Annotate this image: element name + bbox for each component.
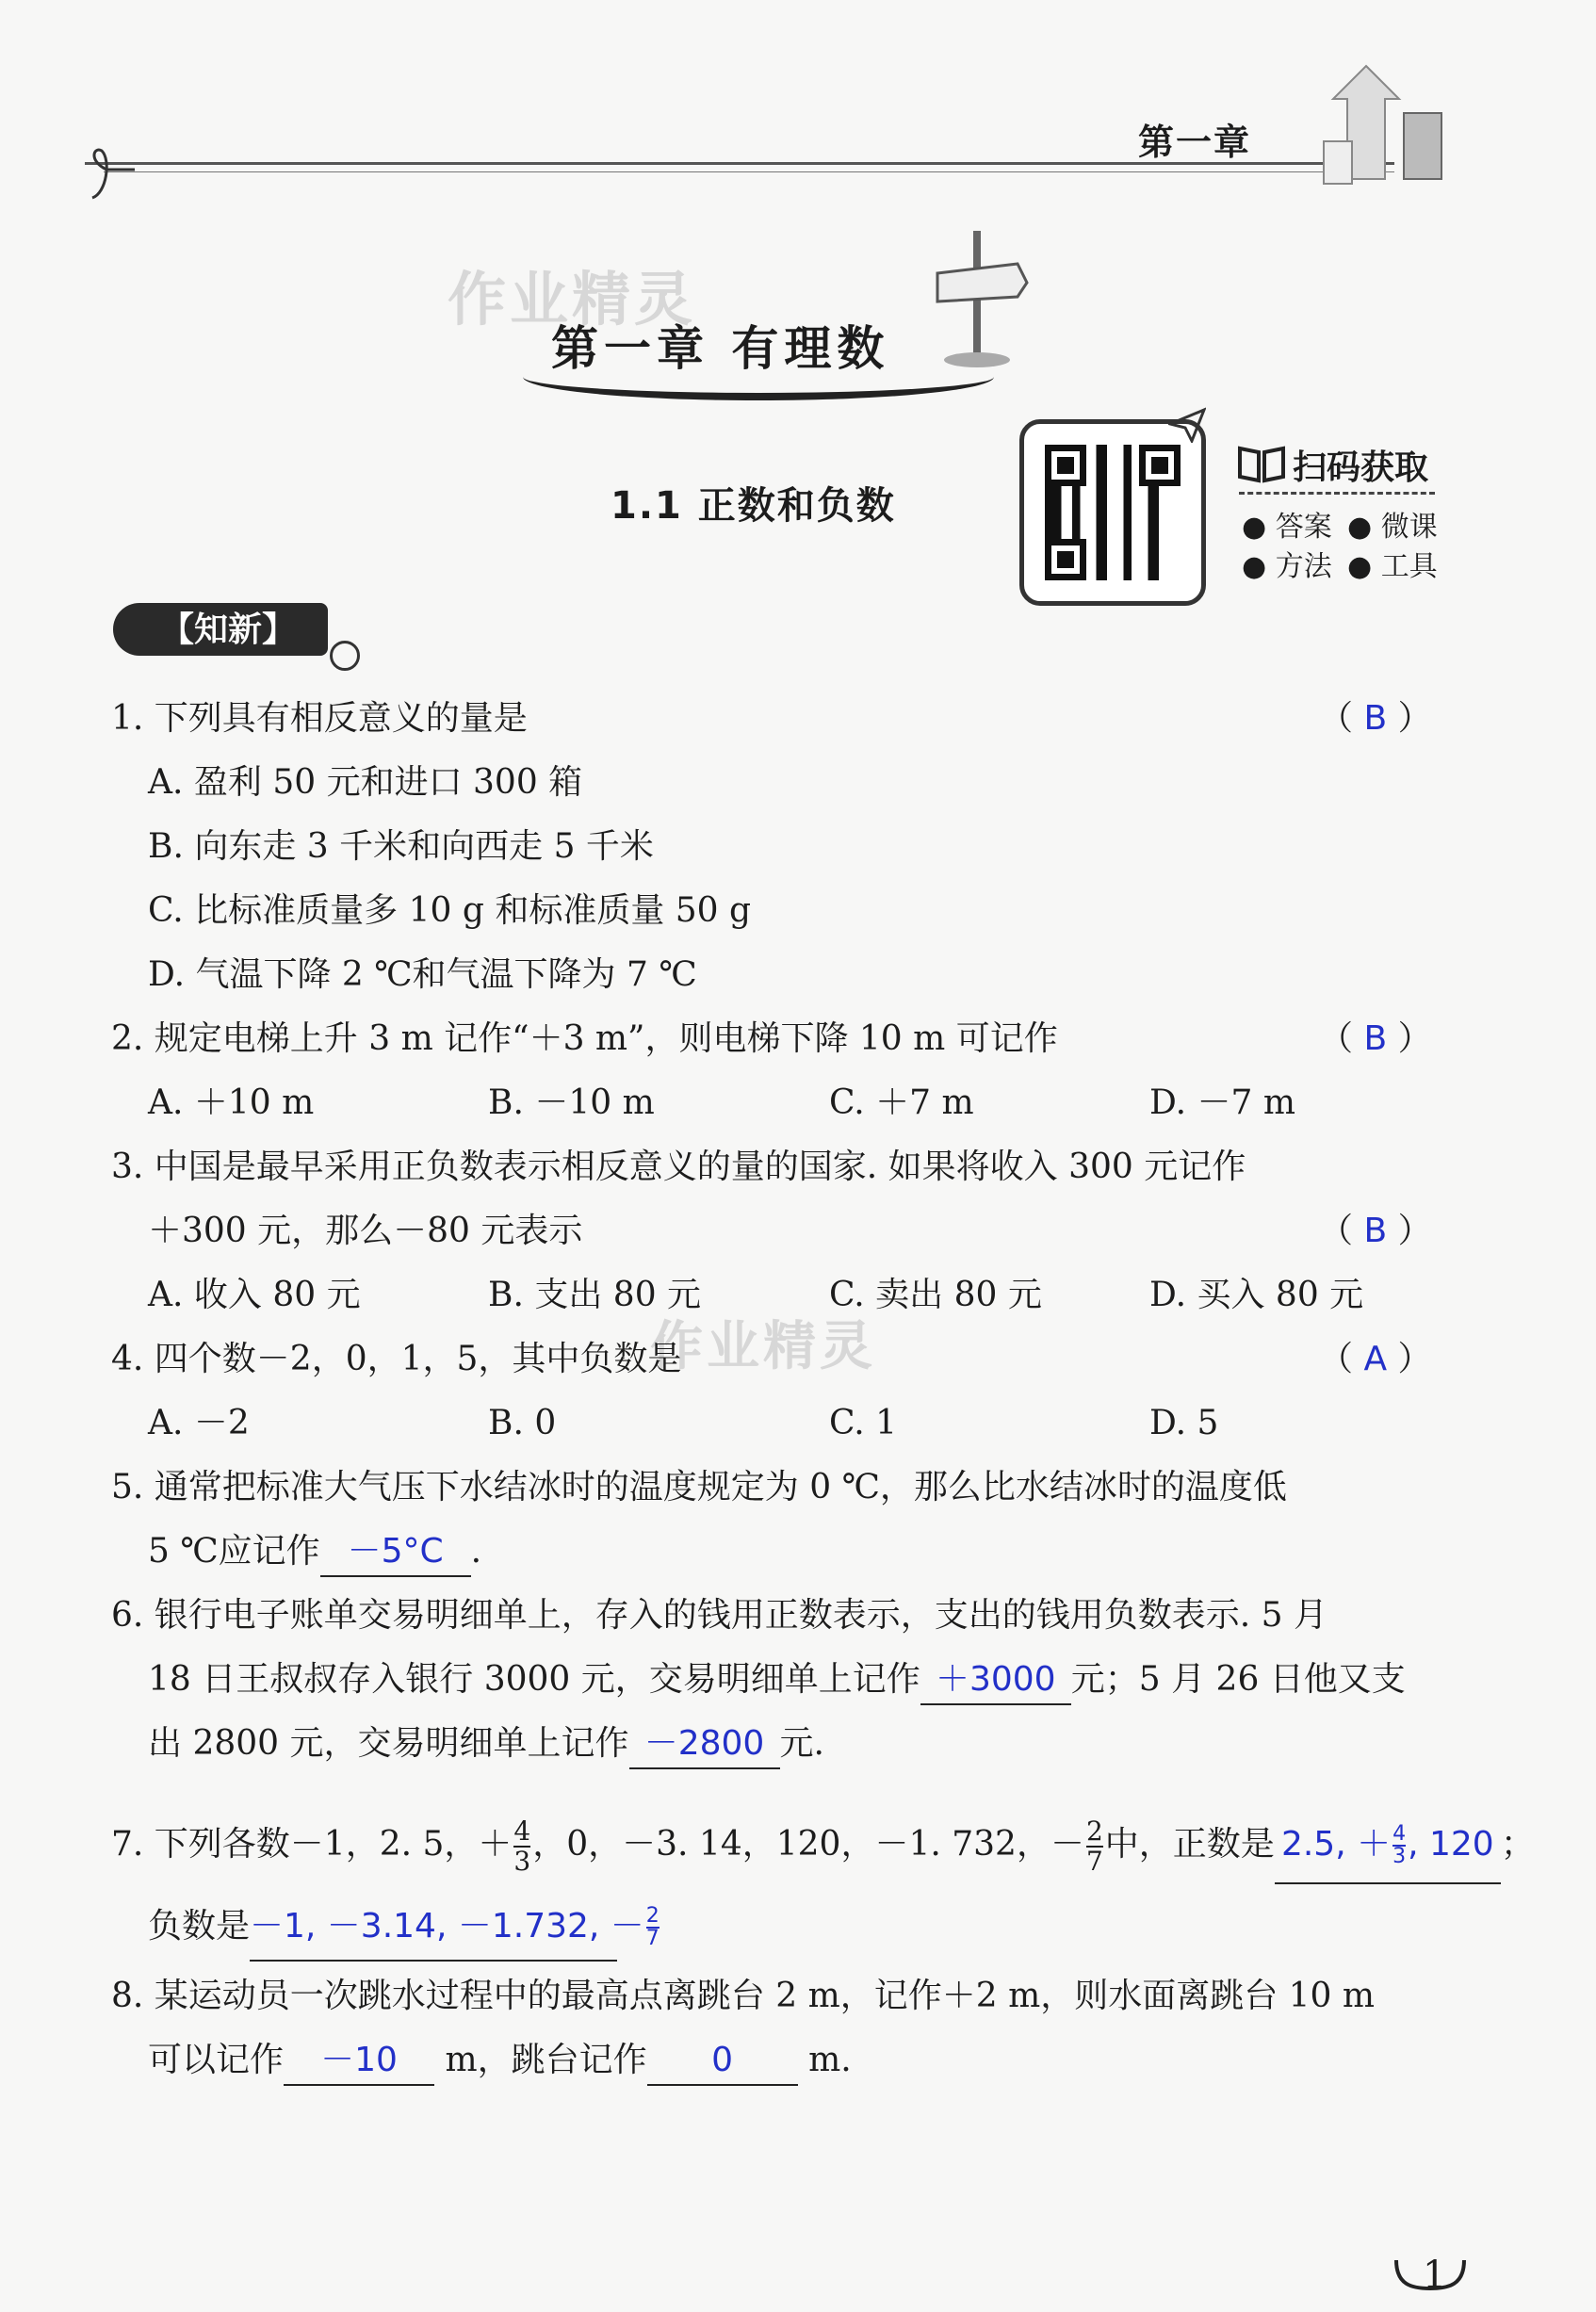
q3-option-c: C. 卖出 80 元 (829, 1276, 1042, 1314)
q3-answer-paren: （ B ） (1319, 1212, 1432, 1250)
q3-answer: B (1363, 1212, 1388, 1250)
q2-answer: B (1363, 1019, 1388, 1058)
q6-answer2-blank[interactable]: －2800 (629, 1720, 780, 1769)
q7-positive-answer-blank[interactable]: 2.5, ＋ $\frac{4}{3}$ , 120 (1275, 1807, 1501, 1884)
chapter-title-banner (523, 372, 994, 400)
q2-option-b: B. －10 m (488, 1083, 655, 1122)
q1-option-b: B. 向东走 3 千米和向西走 5 千米 (148, 827, 654, 866)
knew-tag (113, 603, 328, 656)
chapter-title: 第一章 有理数 (551, 321, 890, 376)
scan-title: 扫码获取 (1293, 448, 1429, 487)
header-swirl-icon (83, 141, 139, 207)
q2-option-c: C. ＋7 m (829, 1083, 974, 1122)
q1-option-d: D. 气温下降 2 ℃和气温下降为 7 ℃ (148, 955, 697, 994)
q8-line2 (148, 2037, 852, 2086)
scan-item-tool[interactable]: ● 工具 (1347, 550, 1438, 583)
q3-option-b: B. 支出 80 元 (488, 1276, 702, 1314)
q1-option-a: A. 盈利 50 元和进口 300 箱 (148, 763, 583, 802)
q8-line2-post: m. (808, 2041, 852, 2079)
q6-line2-pre: 18 日王叔叔存入银行 3000 元，交易明细单上记作 (148, 1660, 920, 1699)
q4-option-c: C. 1 (829, 1404, 898, 1442)
header-rule-thin (104, 171, 1394, 172)
header-chapter-tag: 第一章 (1138, 121, 1252, 163)
q5-answer-blank[interactable]: －5°C (320, 1528, 471, 1577)
q7-frac1: $\frac{4}{3}$ (513, 1815, 531, 1877)
q7-negative-answer-blank[interactable]: －1, －3.14, －1.732, － $\frac{2}{7}$ (250, 1894, 617, 1962)
q8-line2-pre: 可以记作 (148, 2041, 285, 2079)
header-arrow-graphic-icon (1310, 57, 1460, 188)
section-title: 1.1 正数和负数 (611, 484, 896, 528)
q4-stem: 4. 四个数－2，0，1，5，其中负数是 (111, 1340, 682, 1378)
scan-item-method[interactable]: ● 方法 (1242, 550, 1332, 583)
q2-stem: 2. 规定电梯上升 3 m 记作“＋3 m”，则电梯下降 10 m 可记作 (111, 1019, 1058, 1058)
q3-stem-line2: ＋300 元，那么－80 元表示 (148, 1212, 583, 1250)
watermark-top: 作业精灵 (448, 265, 697, 334)
q4-option-a: A. －2 (148, 1404, 250, 1442)
q2-option-d: D. －7 m (1149, 1083, 1295, 1122)
q7-semicolon: ； (1500, 1825, 1535, 1864)
q7-pre: 7. 下列各数－1，2. 5，＋ (111, 1825, 513, 1864)
paper-plane-icon (1168, 405, 1206, 443)
watermark-middle: 作业精灵 (650, 1316, 876, 1377)
q2-option-a: A. ＋10 m (148, 1083, 315, 1122)
q4-answer-paren: （ A ） (1319, 1340, 1432, 1378)
q7-line1 (111, 1807, 1535, 1884)
q4-option-d: D. 5 (1149, 1404, 1219, 1442)
q4-option-b: B. 0 (488, 1404, 557, 1442)
q1-option-c: C. 比标准质量多 10 g 和标准质量 50 g (148, 891, 752, 930)
page-number: 1 (1423, 2254, 1447, 2297)
q4-answer: A (1363, 1340, 1388, 1378)
book-icon (1236, 443, 1287, 484)
q6-line3-post: 元. (779, 1724, 824, 1763)
q5-line2-pre: 5 ℃应记作 (148, 1532, 320, 1571)
scan-item-microlesson[interactable]: ● 微课 (1347, 511, 1438, 544)
q2-answer-paren: （ B ） (1319, 1019, 1432, 1058)
q6-line3-pre: 出 2800 元，交易明细单上记作 (148, 1724, 629, 1763)
signpost-icon (928, 226, 1032, 367)
q6-line1: 6. 银行电子账单交易明细单上，存入的钱用正数表示，支出的钱用负数表示. 5 月 (111, 1596, 1328, 1635)
q5-line1: 5. 通常把标准大气压下水结冰时的温度规定为 0 ℃，那么比水结冰时的温度低 (111, 1468, 1287, 1506)
q6-line2 (148, 1656, 1406, 1705)
qr-code[interactable] (1019, 419, 1206, 606)
q1-answer-paren: （ B ） (1319, 699, 1432, 738)
knew-label: 【知新】 (160, 610, 297, 649)
q8-answer2-blank[interactable]: 0 (647, 2037, 798, 2086)
q3-option-d: D. 买入 80 元 (1149, 1276, 1364, 1314)
q7-line2 (148, 1894, 660, 1962)
qr-corner-bl (1045, 539, 1086, 580)
knew-tag-ring-icon (330, 641, 360, 671)
scan-divider (1239, 492, 1435, 495)
q1-stem: 1. 下列具有相反意义的量是 (111, 699, 528, 738)
q1-answer: B (1363, 699, 1388, 738)
qr-corner-tr (1139, 445, 1181, 486)
q7-negative-label: 负数是 (148, 1907, 251, 1946)
q6-line2-post: 元；5 月 26 日他又支 (1070, 1660, 1406, 1699)
qr-corner-tl (1045, 445, 1086, 486)
page-number-bracket-icon (1392, 2256, 1468, 2294)
q5-line2-post: . (470, 1532, 482, 1571)
q8-line1: 8. 某运动员一次跳水过程中的最高点离跳台 2 m，记作＋2 m，则水面离跳台 10 m (111, 1977, 1376, 2015)
q7-post: 中，正数是 (1104, 1825, 1275, 1864)
q6-line3 (148, 1720, 824, 1769)
q8-line2-mid: m，跳台记作 (445, 2041, 647, 2079)
q7-frac2: $\frac{2}{7}$ (1085, 1815, 1103, 1877)
q5-line2 (148, 1528, 481, 1577)
q6-answer1-blank[interactable]: ＋3000 (920, 1656, 1071, 1705)
q3-stem-line1: 3. 中国是最早采用正负数表示相反意义的量的国家. 如果将收入 300 元记作 (111, 1148, 1246, 1186)
q3-option-a: A. 收入 80 元 (148, 1276, 361, 1314)
scan-item-answer[interactable]: ● 答案 (1242, 511, 1332, 544)
q8-answer1-blank[interactable]: －10 (284, 2037, 434, 2086)
q7-mid: ，0，－3. 14，120，－1. 732，－ (532, 1825, 1084, 1864)
